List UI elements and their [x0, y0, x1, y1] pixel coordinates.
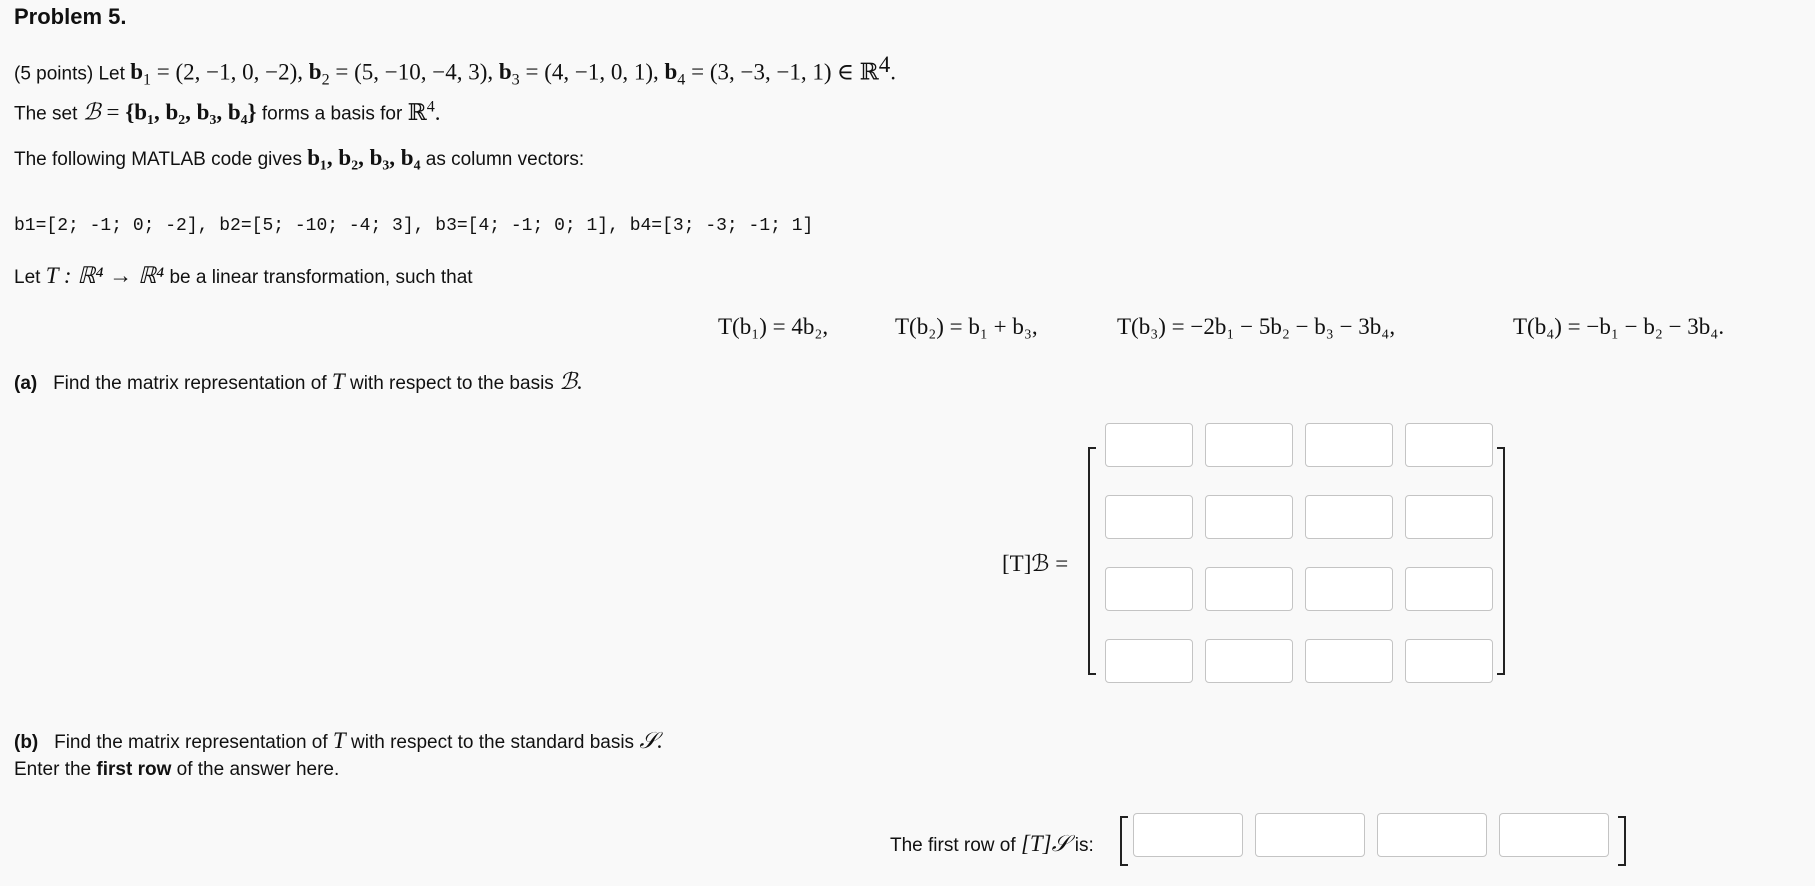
part-a-text-mid: with respect to the basis [349, 373, 554, 394]
enter-suffix: of the answer here. [176, 759, 340, 780]
vectors-line: (5 points) Let $b_1 = (2$, −1, 0, −2), $b_2 = (5$, −10, −4, 3), $b_3 = (4$, −1, 0, 1), $b_4 = (3$, −3, −1, 1) ∈ ℝ$^4$. [14, 52, 897, 89]
transform-intro: Let [14, 267, 41, 288]
row-cell-3[interactable] [1377, 813, 1487, 857]
part-a-label: (a) [14, 373, 38, 394]
basis-suffix: forms a basis for [261, 103, 403, 125]
matrix-cell-2-2[interactable] [1205, 495, 1293, 539]
vector-b4: (3, −3, −1, 1) [709, 59, 832, 85]
matrix-cell-2-4[interactable] [1405, 495, 1493, 539]
matrix-cell-4-2[interactable] [1205, 639, 1293, 683]
part-b-text: Find the matrix representation of [54, 732, 328, 753]
matrix-cell-3-1[interactable] [1105, 567, 1193, 611]
equation-1: T(b₁) = 4b₂, [718, 314, 829, 339]
part-a-text: Find the matrix representation of [53, 373, 327, 394]
matrix-cell-1-1[interactable] [1105, 423, 1193, 467]
row-suffix: is: [1074, 835, 1094, 856]
matrix-left-bracket [1088, 447, 1096, 675]
matrix-label: [T]ℬ = [1002, 551, 1069, 576]
row-right-bracket [1618, 816, 1626, 866]
row-cell-1[interactable] [1133, 813, 1243, 857]
matrix-cell-4-3[interactable] [1305, 639, 1393, 683]
matrix-right-bracket [1497, 447, 1505, 675]
part-a-basis: ℬ. [559, 369, 583, 394]
let-word: Let [98, 63, 125, 85]
matrix-cell-2-1[interactable] [1105, 495, 1193, 539]
matrix-cell-1-2[interactable] [1205, 423, 1293, 467]
matlab-intro-line [14, 145, 584, 171]
part-b-var: T [332, 728, 346, 753]
row-cell-2[interactable] [1255, 813, 1365, 857]
transform-map: T : ℝ⁴ → ℝ⁴ [45, 263, 165, 288]
equation-4: T(b₄) = −b₁ − b₂ − 3b₄. [1513, 314, 1725, 339]
row-label: The first row of [890, 835, 1016, 856]
part-b-label: (b) [14, 732, 39, 753]
equation-3: T(b₃) = −2b₁ − 5b₂ − b₃ − 3b₄, [1117, 314, 1396, 339]
matrix-cell-1-4[interactable] [1405, 423, 1493, 467]
transform-suffix: be a linear transformation, such that [169, 267, 473, 288]
matlab-suffix: as column vectors: [425, 149, 585, 170]
part-b-basis: 𝒮. [639, 728, 663, 753]
basis-line: The set ℬ = {b₁, b₂, b₃, b₄} forms a basis for ℝ$^4$. [14, 98, 441, 125]
row-matrix: [T]𝒮 [1020, 831, 1070, 856]
matlab-intro: The following MATLAB code gives [14, 149, 302, 170]
row-cell-4[interactable] [1499, 813, 1609, 857]
vector-b3: (4, −1, 0, 1) [544, 59, 653, 85]
basis-prefix: The set [14, 103, 78, 125]
row-label-line [890, 831, 1094, 857]
matrix-cell-4-4[interactable] [1405, 639, 1493, 683]
vector-b2: (5, −10, −4, 3) [354, 59, 488, 85]
part-a-var: T [331, 369, 345, 394]
part-b-text-mid: with respect to the standard basis [351, 732, 635, 753]
vector-b1: (2, −1, 0, −2) [175, 59, 298, 85]
transform-line [14, 263, 473, 289]
matrix-cell-3-2[interactable] [1205, 567, 1293, 611]
part-a-prompt [14, 369, 583, 395]
enter-bold: first row [96, 759, 172, 780]
matrix-cell-3-4[interactable] [1405, 567, 1493, 611]
matlab-vectors: b₁, b₂, b₃, b₄ [307, 145, 421, 170]
matlab-code: b1=[2; -1; 0; -2], b2=[5; -10; -4; 3], b3=[4; -1; 0; 1], b4=[3; -3; -1; 1] [14, 216, 814, 236]
part-b-instruction [14, 759, 339, 781]
equation-2: T(b₂) = b₁ + b₃, [895, 314, 1038, 339]
matrix-cell-1-3[interactable] [1305, 423, 1393, 467]
space-dim: 4 [878, 52, 891, 77]
part-b-prompt [14, 728, 663, 754]
matrix-cell-4-1[interactable] [1105, 639, 1193, 683]
problem-title: Problem 5. [14, 4, 127, 29]
matrix-cell-2-3[interactable] [1305, 495, 1393, 539]
row-left-bracket [1120, 816, 1128, 866]
enter-prefix: Enter the [14, 759, 92, 780]
basis-set: {b₁, b₂, b₃, b₄} [125, 99, 257, 125]
in-space: ∈ ℝ [836, 59, 879, 85]
matrix-cell-3-3[interactable] [1305, 567, 1393, 611]
points-label: (5 points) [14, 63, 94, 85]
